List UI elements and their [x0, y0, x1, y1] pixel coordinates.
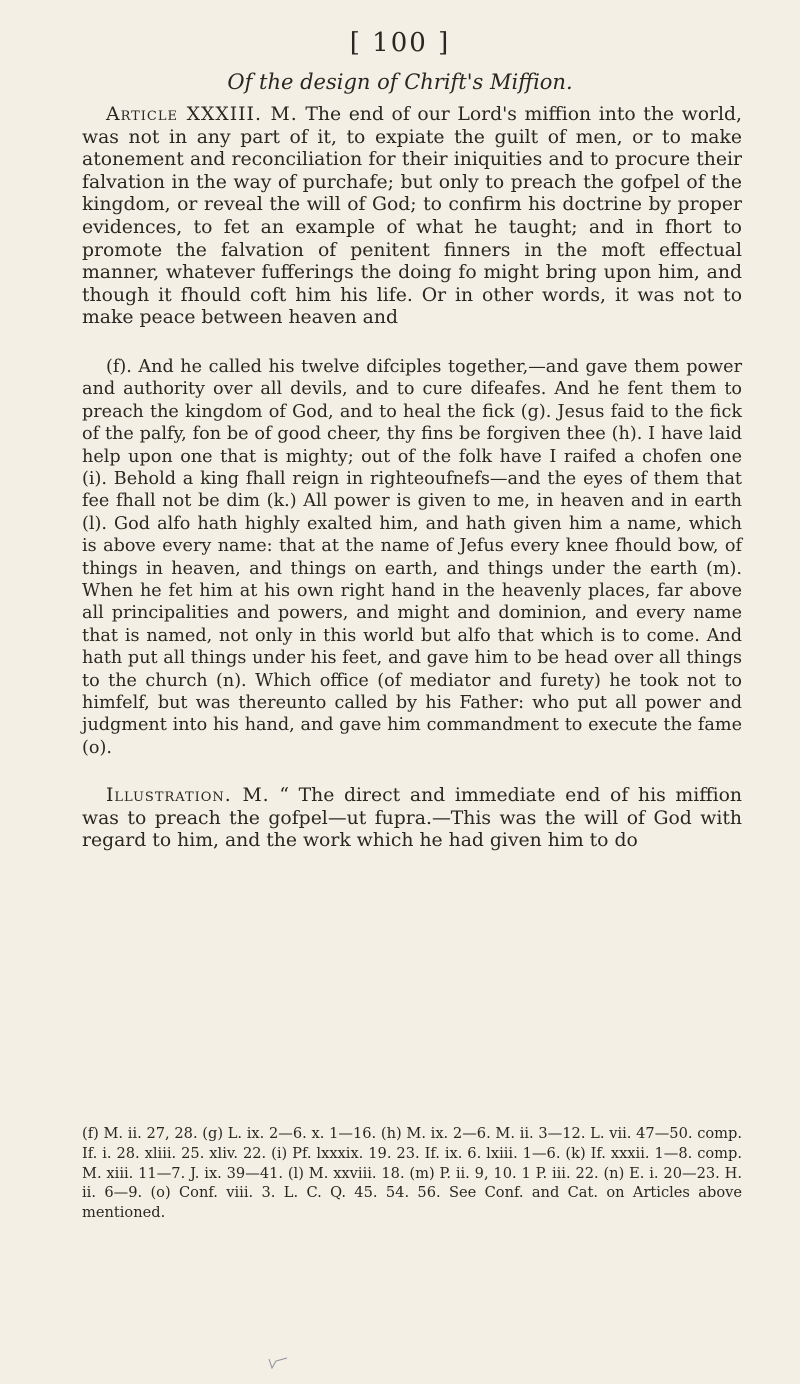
article-text: The end of our Lord's miffion into the world, was not in any part of it, to expiate the guilt of men, or to make atonement and reconciliation for their iniquities and to procure their falvation in the way of purchafe; but only to preach the gofpel of the kingdom, or reveal the will of God; to confirm his doctrine by proper evidences, to fet an example of what he taught; and in fhort to promote the falvation of penitent finners in the moft effectual manner, whatever fufferings the doing fo might bring upon him, and though it fhould coft him his life. Or in other words, it was not to make peace between heaven and: [82, 104, 742, 329]
article-paragraph: [82, 104, 742, 330]
scripture-paragraph: (f). And he called his twelve difciples together,—and gave them power and authority over all devils, and to cure difeafes. And he fent them to preach the kingdom of God, and to heal the fick (g). Jesus faid to the fick of the palfy, fon be of good cheer, thy fins be forgiven thee (h). I have laid help upon one that is mighty; out of the folk have I raifed a chofen one (i). Behold a king fhall reign in righteoufnefs—and the eyes of them that fee fhall not be dim (k.) All power is given to me, in heaven and in earth (l). God alfo hath highly exalted him, and hath given him a name, which is above every name: that at the name of Jefus every knee fhould bow, of things in heaven, and things on earth, and things under the earth (m). When he fet him at his own right hand in the heavenly places, far above all principalities and powers, and might and dominion, and every name that is named, not only in this world but alfo that which is to come. And hath put all things under his feet, and gave him to be head over all things to the church (n). Which office (of mediator and furety) he took not to himfelf, but was thereunto called by his Father: who put all power and judgment into his hand, and gave him commandment to execute the fame (o).: [82, 356, 742, 758]
pencil-mark-icon: [268, 1356, 288, 1370]
page-title: Of the design of Chrift's Miffion.: [227, 70, 573, 94]
footnotes: (f) M. ii. 27, 28. (g) L. ix. 2—6. x. 1—16. (h) M. ix. 2—6. M. ii. 3—12. L. vii. 47—50. comp. If. i. 28. xliii. 25. xliv. 22. (i) Pf. lxxxix. 19. 23. If. ix. 6. lxiii. 1—6. (k) If. xxxii. 1—8. comp. M. xiii. 11—7. J. ix. 39—41. (l) M. xxviii. 18. (m) P. ii. 9, 10. 1 P. iii. 22. (n) E. i. 20—23. H. ii. 6—9. (o) Conf. viii. 3. L. C. Q. 45. 54. 56. See Conf. and Cat. on Articles above mentioned.: [82, 1125, 742, 1222]
page-body: [82, 104, 742, 853]
illustration-heading: Illustration. M.: [106, 785, 270, 807]
illustration-text: “ The direct and immediate end of his miffion was to preach the gofpel—ut fupra.—This was the will of God with regard to him, and the work which he had given him to do: [82, 785, 742, 852]
illustration-paragraph: [82, 785, 742, 853]
page-number: [ 100 ]: [349, 28, 451, 58]
article-heading: Article XXXIII. M.: [106, 104, 298, 125]
